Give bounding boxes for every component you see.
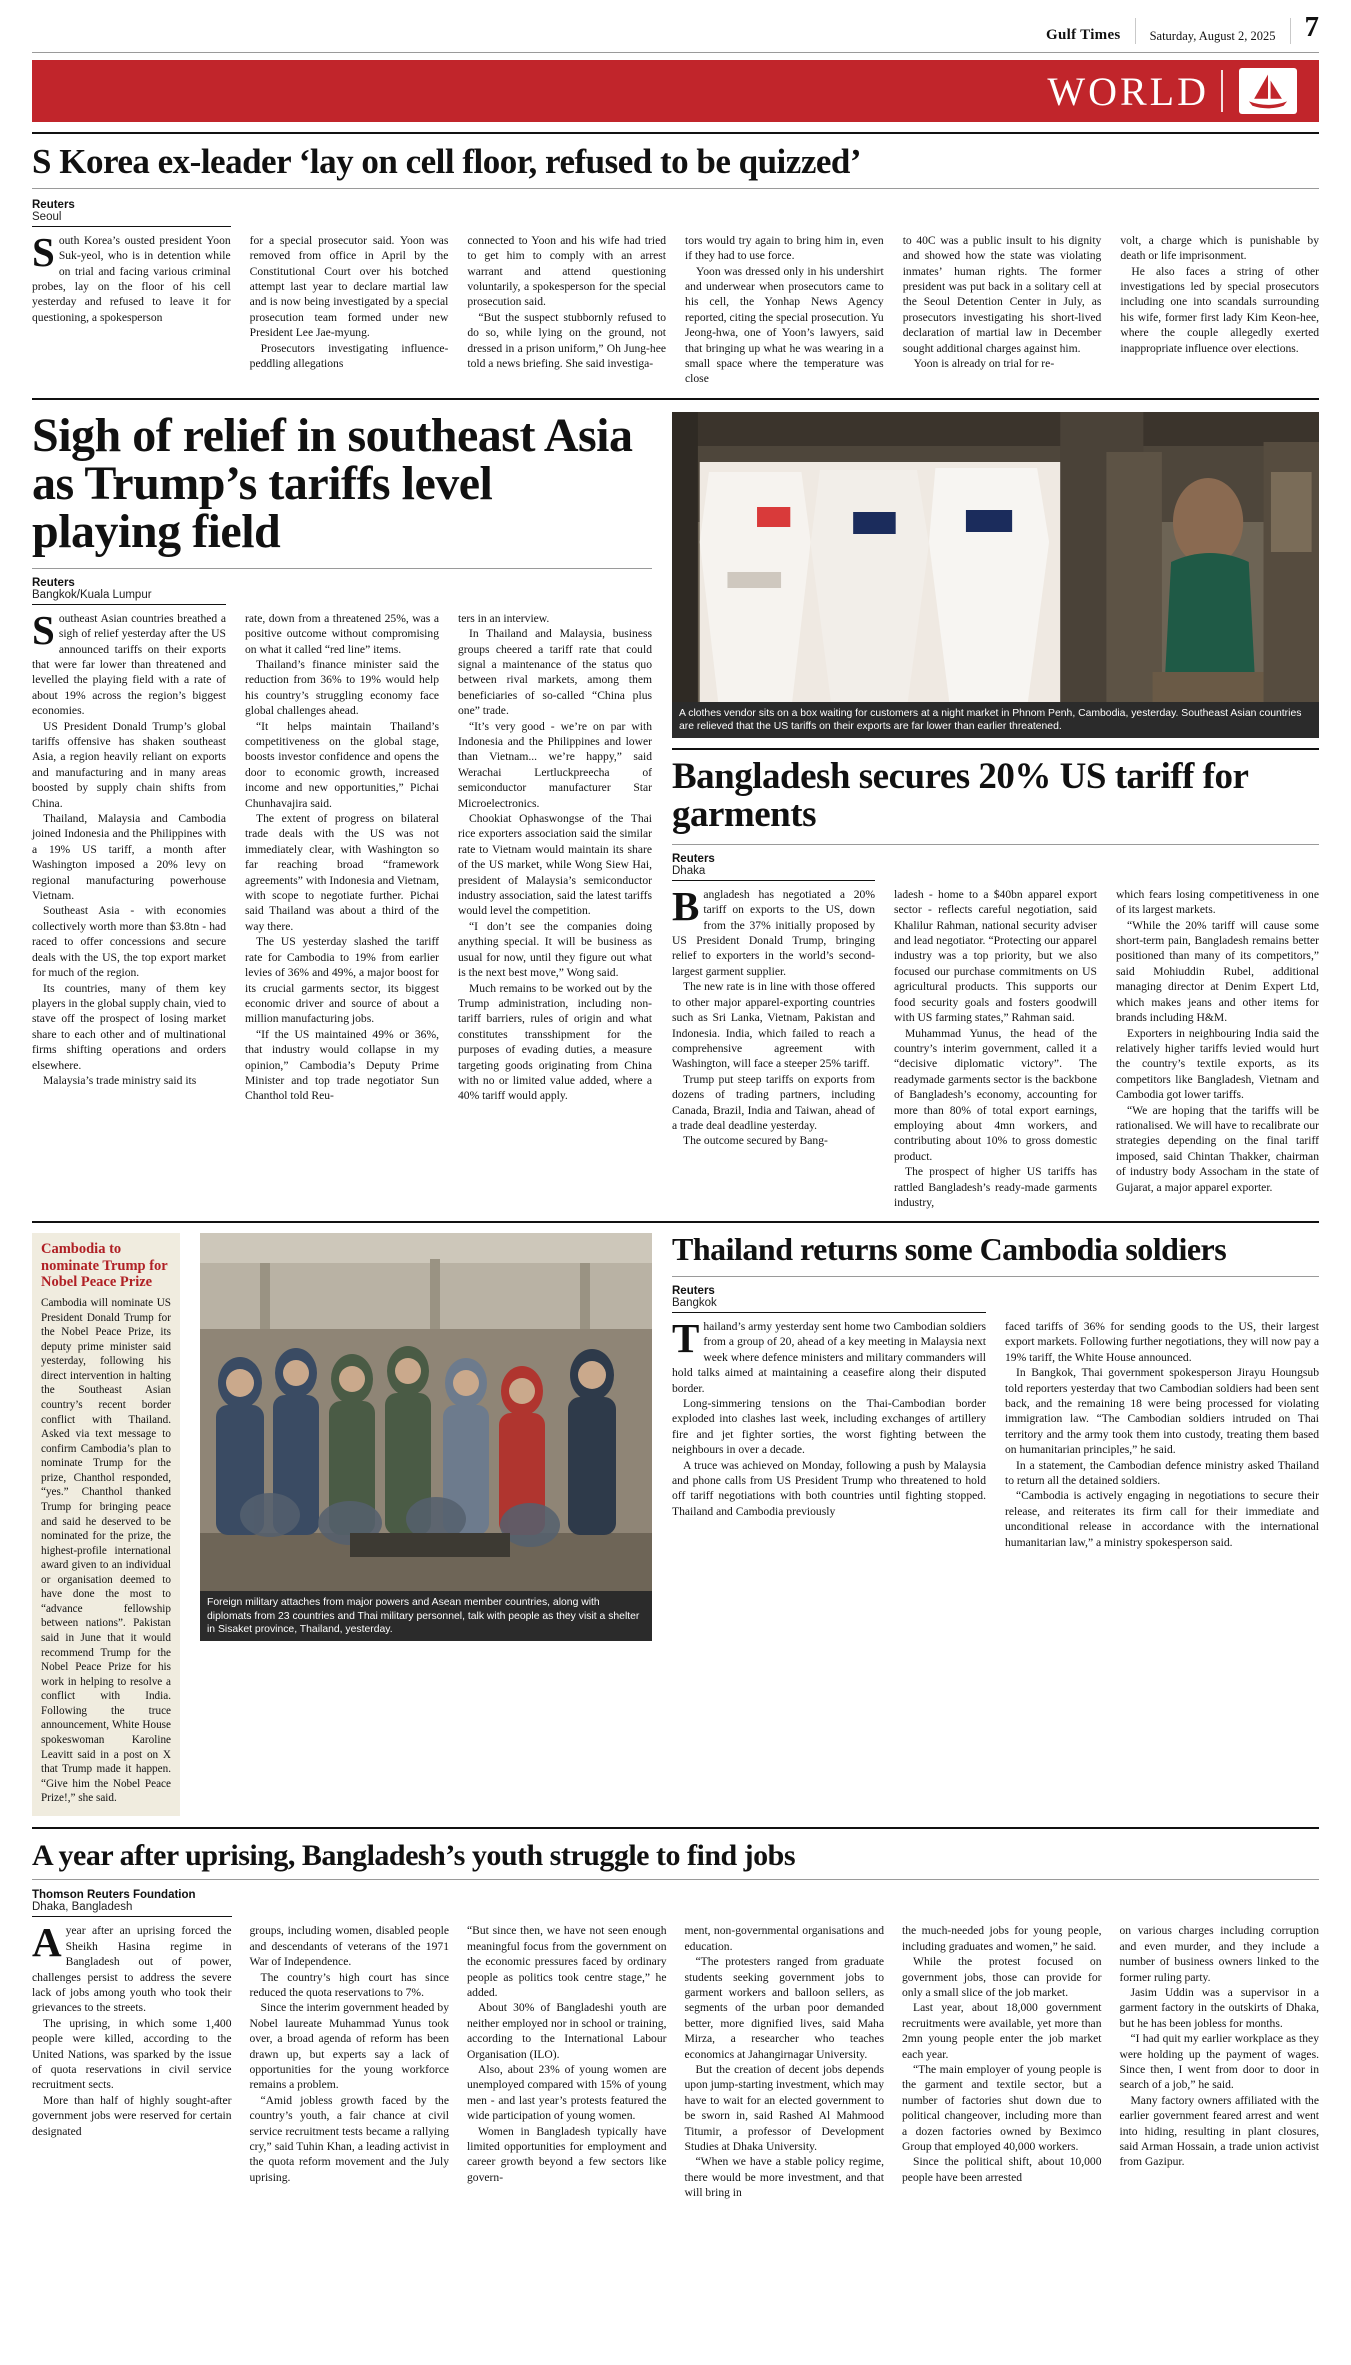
photo-caption: Foreign military attaches from major powers and Asean member countries, along with diplomats from 23 countries and Thai military personnel, talk with people as they visit a shelter in Sisaket province, Thailand, yesterday. bbox=[200, 1591, 652, 1641]
paragraph: Trump put steep tariffs on exports from dozens of trading partners, including Canada, Brazil, India and Taiwan, ahead of a trade deal deadline yesterday. bbox=[672, 1072, 875, 1132]
paragraph: The new rate is in line with those offered to other major apparel-exporting countries such as Sri Lanka, Vietnam, Pakistan and Indonesia. India, which failed to reach a comprehensive agreement with Washington, will face a steeper 25% tariff. bbox=[672, 980, 875, 1071]
paragraph: to 40C was a public insult to his dignity and showed how the state was violating inmates’ human rights. The former president was put back in a solitary cell at the Seoul Detention Center in July, as prosecutors investigating his short-lived declaration of martial law in December sought additional charges against him. bbox=[902, 233, 1102, 355]
lower-middle-block bbox=[32, 1233, 1319, 1815]
paragraph: Exporters in neighbouring India said the relatively higher tariffs levied would hurt the country’s textile exports, as its competitors like Bangladesh, Vietnam and Cambodia got lower tariffs. bbox=[1116, 1026, 1319, 1102]
story-sigh-headline: Sigh of relief in southeast Asia as Trump’s tariffs level playing field bbox=[32, 408, 633, 558]
paragraph: Last year, about 18,000 government recruitments were available, yet more than 2mn young people enter the job market each year. bbox=[902, 2001, 1102, 2061]
section-banner bbox=[32, 60, 1319, 122]
paragraph: “But the suspect stubbornly refused to do so, while lying on the ground, not dressed in a prison uniform,” Oh Jung-hee told a news briefing. She said investiga- bbox=[467, 310, 667, 370]
story-thailand-rule bbox=[672, 1276, 1319, 1277]
banner-bottom-rule bbox=[32, 132, 1319, 134]
byline-rule bbox=[32, 1916, 232, 1917]
paragraph: The prospect of higher US tariffs has rattled Bangladesh’s ready-made garments industry, bbox=[894, 1165, 1097, 1209]
paragraph: Yoon is already on trial for re- bbox=[913, 356, 1055, 370]
byline-name: Thomson Reuters Foundation bbox=[32, 1889, 196, 1902]
column-body bbox=[685, 199, 884, 387]
story-korea bbox=[32, 144, 1319, 387]
paragraph: Southeast Asia - with economies collectively worth more than $3.8tn - had raced to offer concessions and secure deals with the US, the top export market for much of the region. bbox=[32, 904, 226, 980]
byline-rule bbox=[32, 604, 226, 605]
column-body bbox=[685, 1889, 885, 2200]
paragraph: faced tariffs of 36% for sending goods to the US, their largest export markets. Following further negotiations, they will now pay a 19% tariff, the White House announced. bbox=[1005, 1320, 1319, 1364]
paragraph: The uprising, in which some 1,400 people were killed, according to the United Nations, was sparked by the issue of quota reservations in civil service recruitment sects. bbox=[32, 2016, 232, 2092]
story-bangladesh-rule bbox=[672, 844, 1319, 845]
sidebox-body: Cambodia will nominate US President Donald Trump for the Nobel Peace Prize, its deputy prime minister said yesterday, following his direct intervention in halting the Southeast Asian country’s recent border conflict with Thailand. Asked via text message to confirm Cambodia’s plan to nominate Trump for the prize, Chanthol responded, “yes.” Chanthol thanked Trump for bringing peace and said he deserved to be nominated for the prize, the highest-profile international award given to an individual or organisation deemed to have done the most to “advance fellowship between nations”. Pakistan said in June that it would recommend Trump for the Nobel Peace Prize for his work in helping to resolve a conflict with India. Following the truce announcement, White House spokeswoman Karoline Leavitt said in a post on X that Trump made it happen. “Give him the Nobel Peace Prize!,” she said. bbox=[41, 1297, 171, 1805]
paragraph: Bangladesh has negotiated a 20% tariff on exports to the US, down from the 37% initially proposed by US President Donald Trump, bringing relief to exporters in the world’s second-largest garment supplier. bbox=[672, 882, 875, 978]
masthead-rule bbox=[32, 52, 1319, 53]
paragraph: Thailand’s army yesterday sent home two Cambodian soldiers from a group of 20, ahead of a key meeting in Malaysia next week where defence ministers and military commanders will hold talks aimed at maintaining a ceasefire along their disputed border. bbox=[672, 1315, 986, 1395]
right-column-block bbox=[672, 412, 1319, 1211]
paragraph: “Amid jobless growth faced by the country’s youth, a fair chance at civil service recruitment tests became a rallying cry,” said Tuhin Khan, a leading activist in the quota reform movement and the July uprising. bbox=[249, 2093, 449, 2184]
shelter-visit-photo-block bbox=[200, 1233, 652, 1815]
paragraph: “We are hoping that the tariffs will be rationalised. We will have to recalibrate our strategies depending on the final tariff imposed, said Chintan Thakker, chairman of industry body Assocham in the state of Gujarat, a major apparel exporter. bbox=[1116, 1103, 1319, 1194]
issue-date: Saturday, August 2, 2025 bbox=[1149, 29, 1276, 43]
paragraph: He also faces a string of other investigations led by special prosecutors including one into scandals surrounding his wife, former first lady Kim Keon-hee, where the couple allegedly exerted inappropriate influence over elections. bbox=[1120, 264, 1320, 355]
paragraph: Since the political shift, about 10,000 people have been arrested bbox=[902, 2155, 1102, 2184]
story-korea-columns bbox=[32, 199, 1319, 387]
paragraph: A truce was achieved on Monday, following a push by Malaysia and phone calls from US President Trump who threatened to hold off tariff negotiations with both countries until fighting stopped. Thailand and Cambodia previously bbox=[672, 1458, 986, 1518]
byline-location: Dhaka bbox=[672, 864, 706, 877]
story-bangladesh-top-rule bbox=[672, 748, 1319, 750]
paragraph: About 30% of Bangladeshi youth are neither employed nor in school or training, according to the International Labour Organisation (ILO). bbox=[467, 2001, 667, 2061]
middle-block bbox=[32, 408, 1319, 1211]
column-body bbox=[250, 1889, 450, 2185]
story-korea-rule bbox=[32, 188, 1319, 189]
military-attaches-photo bbox=[200, 1233, 652, 1591]
paragraph: the much-needed jobs for young people, including graduates and women,” he said. bbox=[902, 1924, 1102, 1953]
paragraph: Women in Bangladesh typically have limited opportunities for employment and career growth beyond a few sectors like govern- bbox=[467, 2124, 667, 2184]
clothes-vendor-photo bbox=[672, 412, 1319, 702]
paragraph: rate, down from a threatened 25%, was a positive outcome without compromising on what it called “red line” items. bbox=[245, 611, 439, 656]
masthead-divider bbox=[1135, 18, 1136, 44]
story-korea-headline: S Korea ex-leader ‘lay on cell floor, refused to be quizzed’ bbox=[32, 142, 862, 181]
paragraph: Prosecutors investigating influence-peddling allegations bbox=[249, 341, 449, 370]
column-body bbox=[467, 1889, 667, 2185]
paragraph: “I had quit my earlier workplace as they were holding up the payment of wages. Since then, I went from door to door in search of a job,” he said. bbox=[1119, 2032, 1319, 2092]
masthead bbox=[28, 0, 1323, 50]
story-sigh bbox=[32, 408, 652, 1211]
paragraph: Thailand, Malaysia and Cambodia joined Indonesia and the Philippines with a 19% US tariff, a month after Washington imposed a 20% levy on regional manufacturing powerhouse Vietnam. bbox=[32, 812, 226, 903]
column-body bbox=[894, 853, 1097, 1211]
paragraph: More than half of highly sought-after government jobs were reserved for certain designated bbox=[32, 2093, 232, 2138]
paragraph: Ayear after an uprising forced the Sheikh Hasina regime in Bangladesh out of power, challenges persist to address the severe lack of jobs among youth who took their grievances to the streets. bbox=[32, 1919, 232, 2015]
column-body bbox=[903, 199, 1102, 372]
column-body bbox=[245, 577, 439, 1104]
byline-rule bbox=[32, 226, 231, 227]
byline-name: Reuters bbox=[672, 1285, 715, 1297]
story-bangladesh-headline: Bangladesh secures 20% US tariff for garments bbox=[672, 756, 1248, 836]
paragraph: Many factory owners affiliated with the earlier government feared arrest and went into hiding, resulting in plant closures, said Arman Hossain, a trade union activist from Gazipur. bbox=[1119, 2093, 1319, 2169]
story-sigh-columns bbox=[32, 577, 652, 1104]
story-youth-rule bbox=[32, 1879, 1319, 1880]
story-youth-headline: A year after uprising, Bangladesh’s youth struggle to find jobs bbox=[32, 1838, 796, 1872]
section-separator-2 bbox=[32, 1221, 1319, 1223]
story-youth-columns bbox=[32, 1889, 1319, 2200]
paragraph: Southeast Asian countries breathed a sigh of relief yesterday after the US announced tariffs on their exports that were far lower than threatened and levelled the playing field with a rate of about 19% across the region’s biggest economies. bbox=[32, 606, 226, 718]
paragraph: The country’s high court has since reduced the quota reservations to 7%. bbox=[249, 1970, 449, 1999]
story-thailand-headline: Thailand returns some Cambodia soldiers bbox=[672, 1231, 1227, 1268]
paragraph: In Bangkok, Thai government spokesperson Jirayu Houngsub told reporters yesterday that two Cambodian soldiers had been sent back, and the remaining 18 were being processed for violating immigration law. “The Cambodian soldiers intruded on Thai territory and the army took them into custody, treating them based on humanitarian principles,” he said. bbox=[1005, 1366, 1319, 1457]
paragraph: Malaysia’s trade ministry said its bbox=[43, 1073, 197, 1087]
paragraph: “The main employer of young people is the garment and textile sector, but a number of factories shut down due to political changeover, including more than a dozen factories owned by Beximco Group that employed 40,000 workers. bbox=[902, 2063, 1102, 2154]
sidebox-heading: Cambodia to nominate Trump for Nobel Peace Prize bbox=[41, 1241, 168, 1290]
paragraph: “While the 20% tariff will cause some short-term pain, Bangladesh remains better positioned than many of its competitors,” said Mohiuddin Rubel, additional managing director at Denim Expert Ltd, which makes jeans and other items for brands including H&M. bbox=[1116, 918, 1319, 1025]
paragraph: US President Donald Trump’s global tariffs offensive has shaken southeast Asia, a region heavily reliant on exports and manufacturing and in many areas boosted by supply chain shifts from China. bbox=[32, 719, 226, 810]
column-body bbox=[902, 1889, 1102, 2185]
paragraph: The extent of progress on bilateral trade deals with the US was not immediately clear, with Washington so far reaching broad “framework agreements” with Indonesia and Vietnam, with scope to negotiate further. Pichai said Thailand was about a third of the way there. bbox=[245, 812, 439, 933]
paragraph: Much remains to be worked out by the Trump administration, including non-tariff barriers, rules of origin and what constitutes transshipment for the purposes of evading duties, a measure targeting goods originating from China with no or limited value added, where a 40% tariff would apply. bbox=[458, 981, 652, 1103]
byline-location: Seoul bbox=[32, 210, 62, 223]
column-body bbox=[32, 228, 231, 325]
paragraph: The US yesterday slashed the tariff rate for Cambodia to 19% from earlier levies of 36% and 49%, a major boost for its crucial garments sector, its biggest economic driver and source of about a million manufacturing jobs. bbox=[245, 935, 439, 1026]
paragraph: But the creation of decent jobs depends upon jump-starting investment, which may have to wait for an elected government to be sworn in, said Rashed Al Mahmood Titumir, a professor of Development Studies at Dhaka University. bbox=[684, 2063, 884, 2154]
section-separator-1 bbox=[32, 398, 1319, 400]
paragraph: South Korea’s ousted president Yoon Suk-yeol, who is in detention while on trial and facing various criminal probes, lay on the floor of his cell yesterday and refused to leave it for questioning, a spokesperson bbox=[32, 228, 231, 324]
byline-rule bbox=[672, 880, 875, 881]
paragraph: Jasim Uddin was a supervisor in a garment factory in the outskirts of Dhaka, but he has been jobless for months. bbox=[1119, 1985, 1319, 2030]
paragraph: “It helps maintain Thailand’s competitiveness on the global stage, boosts investor confidence and opens the door to economic growth, increased income and new opportunities,” Pichai Chunhavajira said. bbox=[245, 719, 439, 810]
paragraph: ment, non-governmental organisations and education. bbox=[684, 1924, 884, 1953]
paragraph: “Cambodia is actively engaging in negotiations to secure their release, and reiterates its firm call for their immediate and unconditional release in accordance with the international humanitarian law,” a ministry spokesperson said. bbox=[1005, 1489, 1319, 1549]
paragraph: connected to Yoon and his wife had tried to get him to comply with an arrest warrant and attend questioning voluntarily, a spokesperson for the special prosecution said. bbox=[467, 233, 667, 309]
column-body bbox=[1120, 199, 1319, 356]
sailboat-icon bbox=[1239, 68, 1297, 114]
paragraph: “I don’t see the companies doing anything special. It will be business as usual for now, until they figure out what is the next best move,” Wong said. bbox=[458, 919, 652, 980]
paragraph: In a statement, the Cambodian defence ministry asked Thailand to return all the detained soldiers. bbox=[1005, 1458, 1319, 1488]
paragraph: for a special prosecutor said. Yoon was removed from office in April by the Constitutional Court over his botched attempt last year to declare martial law and is now being investigated by a special prosecution team formed under new President Lee Jae-myung. bbox=[249, 233, 449, 340]
column-body bbox=[1005, 1285, 1319, 1550]
paragraph: In Thailand and Malaysia, business groups cheered a tariff rate that could signal a maintenance of the status quo between rival markets, among them beneficiaries of so-called “China plus one” trade. bbox=[458, 627, 652, 718]
paragraph: Also, about 23% of young women are unemployed compared with 15% of young men - and last year’s protests featured the wide participation of young women. bbox=[467, 2063, 667, 2123]
column-body bbox=[467, 199, 666, 372]
paragraph: Chookiat Ophaswongse of the Thai rice exporters association said the similar rate to Vietnam would maintain its share of the US market, while Wong Siew Hai, president of Malaysia’s semiconductor industry association, said the latest tariffs would level the competition. bbox=[458, 812, 652, 918]
paragraph: Its countries, many of them key players in the global supply chain, vied to stave off the prospect of losing market share to each other and of multinational firms shifting operations and orders elsewhere. bbox=[32, 981, 226, 1072]
paragraph: ladesh - home to a $40bn apparel export sector - reflects careful negotiation, said Khalilur Rahman, national security adviser and lead negotiator. “Protecting our apparel industry was a top priority, but we also focused our purchase commitments on US agricultural products. This supports our food security goals and fosters goodwill with US farming states,” Rahman said. bbox=[894, 887, 1097, 1025]
byline-rule bbox=[672, 1312, 986, 1313]
photo-caption: A clothes vendor sits on a box waiting for customers at a night market in Phnom Penh, Cambodia, yesterday. Southeast Asian countries are relieved that the US tariffs on their exports are far lower than earlier threatened. bbox=[672, 702, 1319, 739]
paragraph: While the protest focused on government jobs, those can provide for only a small slice of the job market. bbox=[902, 1955, 1102, 1999]
paragraph: Thailand’s finance minister said the reduction from 36% to 19% would help his country’s struggling economy face global challenges ahead. bbox=[245, 657, 439, 718]
section-separator-3 bbox=[32, 1827, 1319, 1829]
paragraph: which fears losing competitiveness in one of its largest markets. bbox=[1116, 887, 1319, 917]
byline-location: Bangkok/Kuala Lumpur bbox=[32, 588, 152, 601]
paragraph: “The protesters ranged from graduate students seeking government jobs to garment workers and balloon sellers, as segments of the urban poor demanded better, more dignified lives, said Maha Mirza, a researcher who teaches economics at Jahangirnagar University. bbox=[684, 1955, 884, 2061]
paragraph: Muhammad Yunus, the head of the country’s interim government, called it a “decisive diplomatic victory”. The readymade garments sector is the backbone of Bangladesh’s economy, accounting for more than 80% of total export earnings, employing about 4mn workers, and contributing about 10% to gross domestic product. bbox=[894, 1026, 1097, 1163]
banner-divider bbox=[1221, 70, 1223, 112]
paragraph: on various charges including corruption and even murder, and they include a number of business owners linked to the former ruling party. bbox=[1119, 1924, 1319, 1984]
paragraph: tors would try again to bring him in, even if they had to use force. bbox=[685, 233, 884, 263]
paragraph: “When we have a stable policy regime, there would be more investment, and that will bring in bbox=[684, 2155, 884, 2200]
byline-name: Reuters bbox=[32, 576, 75, 589]
paragraph: groups, including women, disabled people and descendants of veterans of the 1971 War of Independence. bbox=[249, 1924, 449, 1969]
paragraph: Yoon was dressed only in his undershirt and underwear when prosecutors came to his cell, the Yonhap News Agency reported, citing the special prosecution. Yu Jeong-hwa, one of Yoon’s lawyers, said that bringing up what he was wearing in a small space where the temperature was close bbox=[685, 264, 884, 386]
column-body bbox=[672, 1315, 986, 1519]
paragraph: ters in an interview. bbox=[458, 611, 550, 625]
column-body bbox=[32, 1919, 232, 2139]
paragraph: “If the US maintained 49% or 36%, that industry would collapse in my opinion,” Cambodia’s Deputy Prime Minister and top trade negotiator Sun Chanthol told Reu- bbox=[245, 1027, 439, 1103]
story-sigh-rule bbox=[32, 568, 652, 569]
masthead-divider-2 bbox=[1290, 18, 1291, 44]
section-title: WORLD bbox=[1047, 68, 1209, 114]
column-body bbox=[458, 577, 652, 1104]
paragraph: The outcome secured by Bang- bbox=[683, 1134, 828, 1148]
story-bangladesh-columns bbox=[672, 853, 1319, 1211]
byline-name: Reuters bbox=[32, 198, 75, 211]
story-youth-jobs bbox=[32, 1838, 1319, 2201]
paragraph: “It’s very good - we’re on par with Indonesia and the Philippines and lower than Vietnam... we’re happy,” said Werachai Lertluckpreecha of semiconductor manufacturer Star Microelectronics. bbox=[458, 719, 652, 810]
paper-name: Gulf Times bbox=[1046, 27, 1121, 43]
byline-location: Dhaka, Bangladesh bbox=[32, 1901, 133, 1914]
page-number: 7 bbox=[1304, 11, 1319, 43]
story-thailand-columns bbox=[672, 1285, 1319, 1550]
paragraph: “But since then, we have not seen enough meaningful focus from the government on the economic pressures faced by ordinary people as politics took centre stage,” he added. bbox=[467, 1924, 667, 1999]
sidebar-cambodia-nobel bbox=[32, 1233, 180, 1815]
paragraph: Since the interim government headed by Nobel laureate Muhammad Yunus took over, a broad agenda of reform has been drawn up, but experts say a lack of opportunities for the young workforce remains a problem. bbox=[249, 2001, 449, 2092]
byline-location: Bangkok bbox=[672, 1297, 717, 1309]
paragraph: Long-simmering tensions on the Thai-Cambodian border exploded into clashes last week, including exchanges of artillery fire and jet fighter sorties, the worst fighting between the neighbours in over a decade. bbox=[672, 1397, 986, 1457]
column-body bbox=[672, 882, 875, 1149]
column-body bbox=[1120, 1889, 1320, 2170]
column-body bbox=[250, 199, 449, 372]
column-body bbox=[1116, 853, 1319, 1195]
column-body bbox=[32, 606, 226, 1089]
byline-name: Reuters bbox=[672, 852, 715, 865]
story-thailand-returns bbox=[672, 1233, 1319, 1815]
paragraph: volt, a charge which is punishable by death or life imprisonment. bbox=[1120, 233, 1320, 263]
